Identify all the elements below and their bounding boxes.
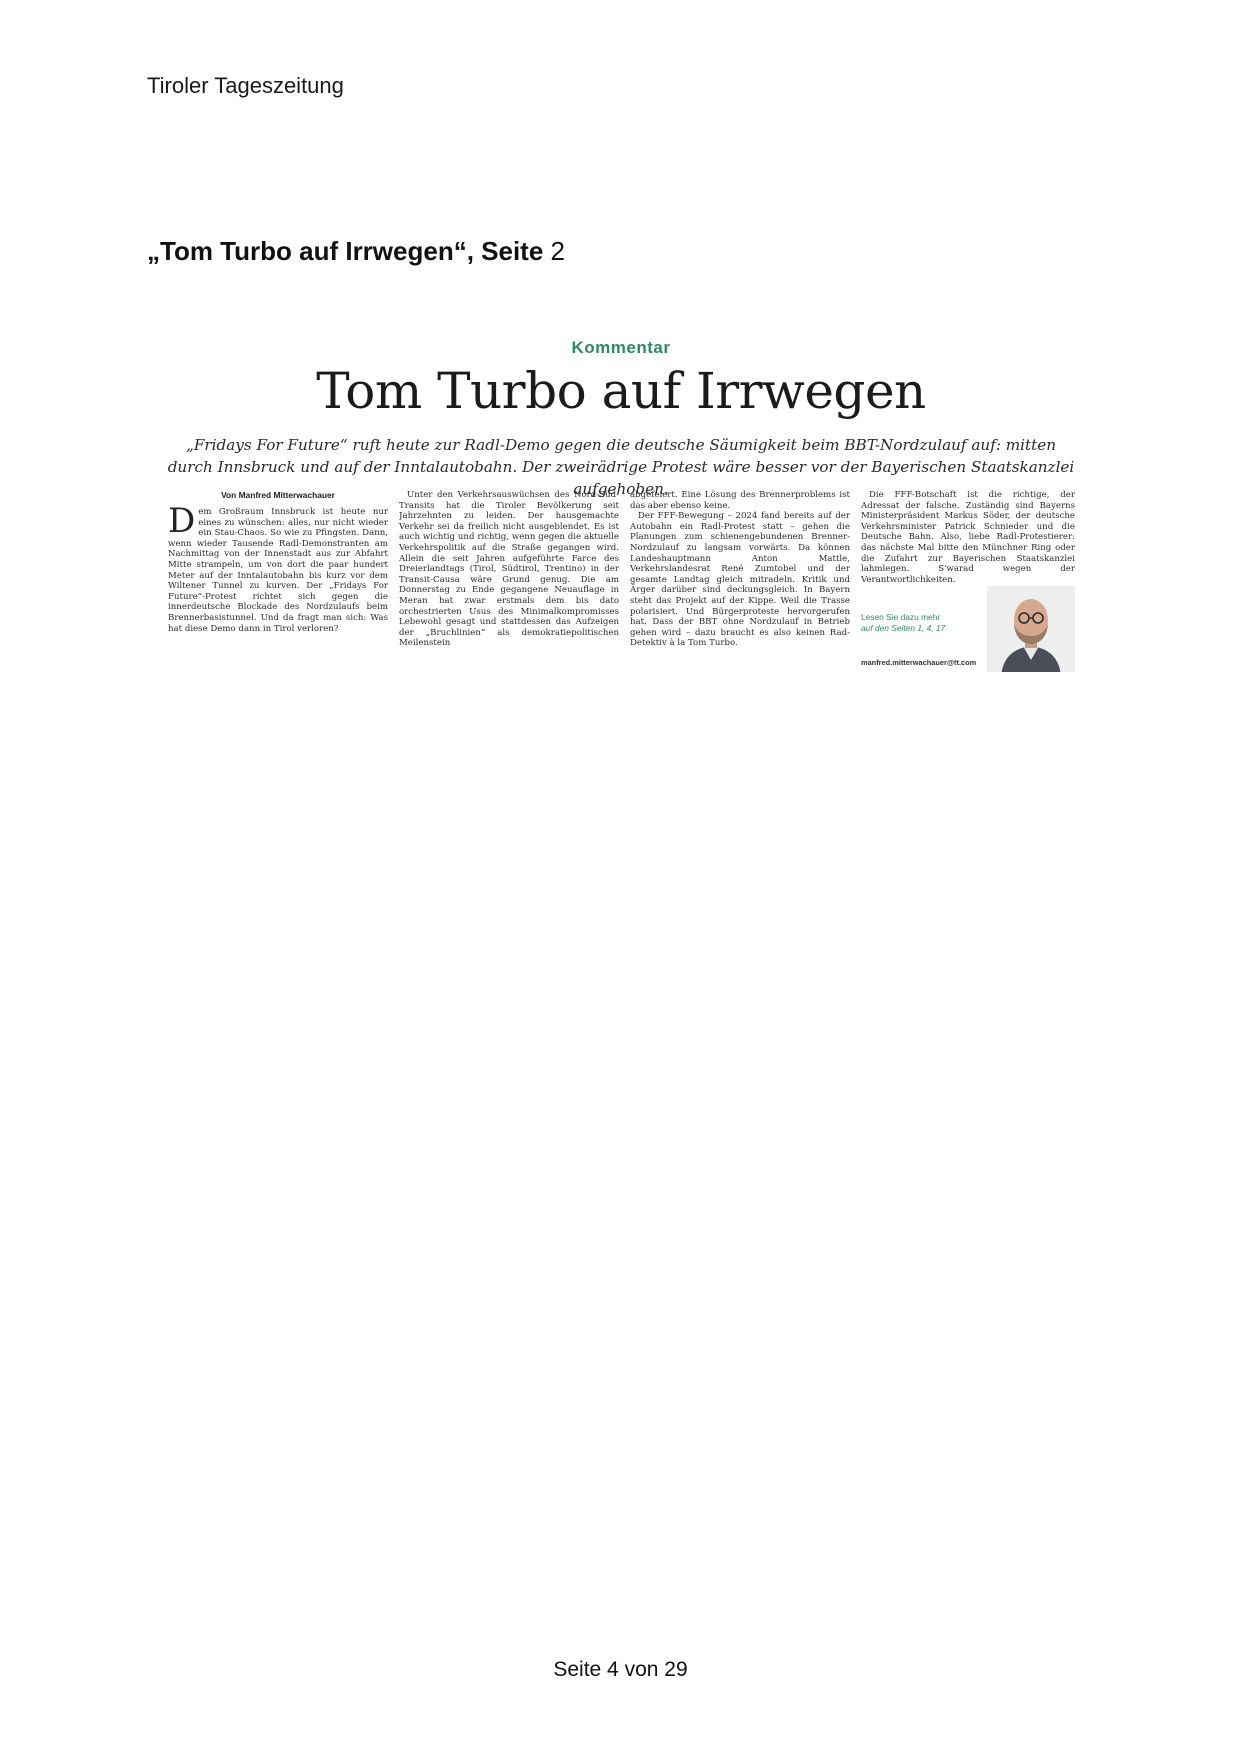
column-2-paragraph: Unter den Verkehrsauswüchsen des Nord-Süd-Transits hat die Tiroler Bevölkerung seit Jahrzehnten zu leiden. Der hausgemachte Verkehr sei da freilich nicht ausgeblendet. Es ist auch wichtig und richtig, wenn gegen die aktuelle Verkehrspolitik auf die Straße gegangen wird. Allein die seit Jahren aufgeführte Farce des Dreierlandtags (Tirol, Südtirol, Trentino) in der Transit-Causa wäre Grund genug. Die am Donnerstag zu Ende gegangene Neuauflage in Meran hat zwar erstmals dem bis dato orchestrierten Usus des Minimalkompromisses Lebewohl gesagt und stattdessen das Aufzeigen der „Bruchlinien“ als demokratiepolitischen Meilenstein <box>399 490 619 649</box>
document-title-text: „Tom Turbo auf Irrwegen“, Seite <box>147 236 544 266</box>
column-1-paragraph <box>168 501 388 634</box>
read-more-pages: auf den Seiten 1, 4, 17 <box>861 623 946 633</box>
document-title-page: 2 <box>550 236 565 266</box>
article-column-4 <box>861 490 1075 672</box>
column-1-text: em Großraum Innsbruck ist heute nur eines zu wünschen: alles, nur nicht wieder ein Stau-Chaos. So wie zu Pfingsten. Dann, wenn wieder Tausende Radl-Demonstranten am Nachmittag von der Innenstadt aus zur Abfahrt Mitte strampeln, um von dort die paar hundert Meter auf der Inntalautobahn bis kurz vor dem Wiltener Tunnel zu kurven. Der „Fridays For Future“-Protest richtet sich gegen die innerdeutsche Blockade des Nordzulaufs beim Brennerbasistunnel. Und da fragt man sich: Was hat diese Demo dann in Tirol verloren? <box>168 507 388 634</box>
read-more-label: Lesen Sie dazu mehr <box>861 612 941 622</box>
author-email: manfred.mitterwachauer@tt.com <box>861 658 977 667</box>
newspaper-clipping <box>165 330 1077 675</box>
author-photo <box>987 586 1075 672</box>
column-3-paragraph-1: abgefeiert. Eine Lösung des Brennerproblems ist das aber ebenso keine. <box>630 490 850 511</box>
document-title <box>147 236 565 267</box>
article-deck: „Fridays For Future“ ruft heute zur Radl-Demo gegen die deutsche Säumigkeit beim BBT-Nordzulauf auf: mitten durch Innsbruck und auf der Inntalautobahn. Der zweirädrige Protest wäre besser vor der Bayerischen Staatskanzlei aufgehoben. <box>167 436 1075 498</box>
article-column-3 <box>630 490 850 672</box>
page-number: Seite 4 von 29 <box>553 1658 688 1681</box>
article-column-2 <box>399 490 619 672</box>
drop-cap: D <box>168 501 196 541</box>
article-byline: Von Manfred Mitterwachauer <box>221 490 335 500</box>
article-column-1 <box>168 490 388 672</box>
read-more-box <box>861 612 973 634</box>
column-4-paragraph: Die FFF-Botschaft ist die richtige, der Adressat der falsche. Zuständig sind Bayerns Ministerpräsident Markus Söder, der deutsche Verkehrsminister Patrick Schnieder und die Deutsche Bahn. Also, liebe Radl-Protestierer: das nächste Mal bitte den Münchner Ring oder die Zufahrt zur Bayerischen Staatskanzlei lahmlegen. S'warad wegen der Verantwortlichkeiten. <box>861 490 1075 585</box>
column-3-paragraph-2: Der FFF-Bewegung – 2024 fand bereits auf der Autobahn ein Radl-Protest statt – gehen die Planungen zum schienengebundenen Brenner-Nordzulauf zu langsam vorwärts. Da können Landeshauptmann Anton Mattle, Verkehrslandesrat René Zumtobel und der gesamte Landtag gleich mitradeln. Kritik und Ärger darüber sind deckungsgleich. In Bayern steht das Projekt auf der Kippe. Weil die Trasse polarisiert. Und Bürgerproteste hervorgerufen hat. Dass der BBT ohne Nordzulauf in Betrieb gehen wird – dazu braucht es also keinen Rad-Detektiv à la Tom Turbo. <box>630 511 850 649</box>
article-headline: Tom Turbo auf Irrwegen <box>316 362 926 420</box>
author-portrait-image <box>987 586 1075 672</box>
publication-name: Tiroler Tageszeitung <box>147 73 344 98</box>
article-kicker: Kommentar <box>571 338 671 357</box>
